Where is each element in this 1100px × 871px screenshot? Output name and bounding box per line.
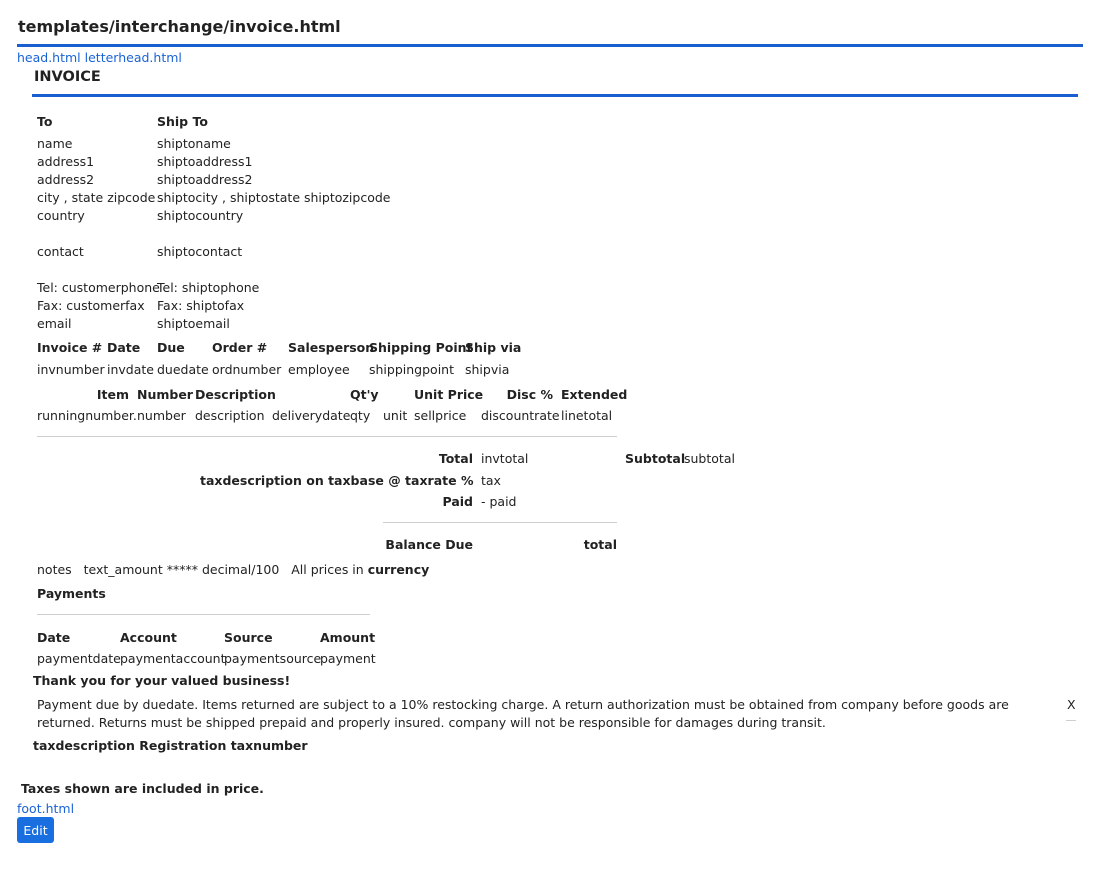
file-path-title: templates/interchange/invoice.html (18, 17, 341, 36)
items-header-number: Number (137, 387, 193, 402)
order-ordnumber: ordnumber (212, 362, 282, 377)
payment-date: paymentdate (37, 651, 121, 666)
items-divider (37, 436, 617, 437)
invoice-divider (32, 94, 1078, 97)
item-runningnumber: runningnumber. (37, 408, 137, 423)
items-header-item: Item (96, 387, 129, 402)
to-address2: address2 (37, 172, 95, 187)
payments-title: Payments (37, 586, 106, 601)
item-discountrate: discountrate (481, 408, 560, 423)
order-header-order: Order # (212, 340, 268, 355)
ship-phone: Tel: shiptophone (157, 280, 260, 295)
head-html-link[interactable]: head.html (17, 50, 81, 65)
to-fax: Fax: customerfax (37, 298, 145, 313)
item-unit: unit (383, 408, 408, 423)
ship-name: shiptoname (157, 136, 231, 151)
item-deliverydate: deliverydate (272, 408, 351, 423)
ship-address1: shiptoaddress1 (157, 154, 253, 169)
order-invdate: invdate (107, 362, 154, 377)
notes-line (37, 562, 429, 577)
item-number: number (137, 408, 186, 423)
payments-header-date: Date (37, 630, 71, 645)
payment-source: paymentsource (224, 651, 322, 666)
total-value: invtotal (481, 451, 529, 466)
ship-fax: Fax: shiptofax (157, 298, 245, 313)
order-header-invoice: Invoice # (37, 340, 103, 355)
paid-value: - paid (481, 494, 517, 509)
item-linetotal: linetotal (561, 408, 613, 423)
tax-label: taxdescription on taxbase @ taxrate % (200, 473, 474, 488)
items-header-unit-price: Unit Price (414, 387, 484, 402)
balance-due-value: total (583, 537, 617, 552)
letterhead-html-link[interactable]: letterhead.html (84, 50, 182, 65)
order-invnumber: invnumber (37, 362, 105, 377)
payment-account: paymentaccount (120, 651, 226, 666)
item-sellprice: sellprice (414, 408, 467, 423)
tax-included-note: Taxes shown are included in price. (21, 781, 264, 796)
to-header: To (37, 114, 53, 129)
include-links (17, 50, 182, 65)
x-underline (1066, 720, 1076, 721)
order-header-date: Date (107, 340, 141, 355)
ship-address2: shiptoaddress2 (157, 172, 253, 187)
order-shipvia: shipvia (465, 362, 510, 377)
ship-email: shiptoemail (157, 316, 230, 331)
balance-due-label: Balance Due (385, 537, 473, 552)
to-contact: contact (37, 244, 84, 259)
payments-header-source: Source (224, 630, 273, 645)
balance-divider (383, 522, 617, 523)
items-header-description: Description (195, 387, 276, 402)
item-qty: qty (350, 408, 371, 423)
total-label: Total (438, 451, 473, 466)
order-header-due: Due (157, 340, 185, 355)
subtotal-label: Subtotal (625, 451, 686, 466)
foot-html-link[interactable]: foot.html (17, 801, 75, 816)
order-shippingpoint: shippingpoint (369, 362, 454, 377)
edit-button[interactable]: Edit (17, 817, 54, 843)
tax-value: tax (481, 473, 501, 488)
payments-header-account: Account (120, 630, 177, 645)
order-employee: employee (288, 362, 350, 377)
payment-terms: Payment due by duedate. Items returned are subject to a 10% restocking charge. A return authorization must be obtained from company before goods are returned. Returns must be shipped prepaid and properly insured. company will not be responsible for damages during transit. (37, 697, 1009, 730)
to-phone: Tel: customerphone (37, 280, 160, 295)
to-email: email (37, 316, 72, 331)
to-country: country (37, 208, 85, 223)
subtotal-value: subtotal (684, 451, 735, 466)
payments-header-amount: Amount (320, 630, 376, 645)
to-address1: address1 (37, 154, 95, 169)
order-header-ship-via: Ship via (465, 340, 522, 355)
payment-amount: payment (320, 651, 376, 666)
items-header-extended: Extended (561, 387, 628, 402)
item-description: description (195, 408, 265, 423)
header-divider (17, 44, 1083, 47)
ship-to-header: Ship To (157, 114, 208, 129)
items-header-disc: Disc % (506, 387, 553, 402)
items-header-qty: Qt'y (350, 387, 379, 402)
order-duedate: duedate (157, 362, 209, 377)
amount-text: text_amount ***** decimal/100 (83, 562, 280, 577)
thanks-message: Thank you for your valued business! (33, 673, 291, 688)
order-header-shipping-point: Shipping Point (369, 340, 473, 355)
order-header-salesperson: Salesperson (288, 340, 375, 355)
registration-line: taxdescription Registration taxnumber (33, 738, 308, 753)
close-x-mark[interactable]: X (1067, 697, 1076, 712)
prices-in-text: All prices in (291, 562, 364, 577)
ship-city: shiptocity , shiptostate shiptozipcode (157, 190, 391, 205)
paid-label: Paid (442, 494, 473, 509)
to-city: city , state zipcode (37, 190, 156, 205)
currency-text: currency (367, 562, 430, 577)
to-name: name (37, 136, 73, 151)
notes-text: notes (37, 562, 72, 577)
payments-divider (37, 614, 370, 615)
invoice-title: INVOICE (34, 69, 101, 85)
ship-country: shiptocountry (157, 208, 244, 223)
ship-contact: shiptocontact (157, 244, 243, 259)
